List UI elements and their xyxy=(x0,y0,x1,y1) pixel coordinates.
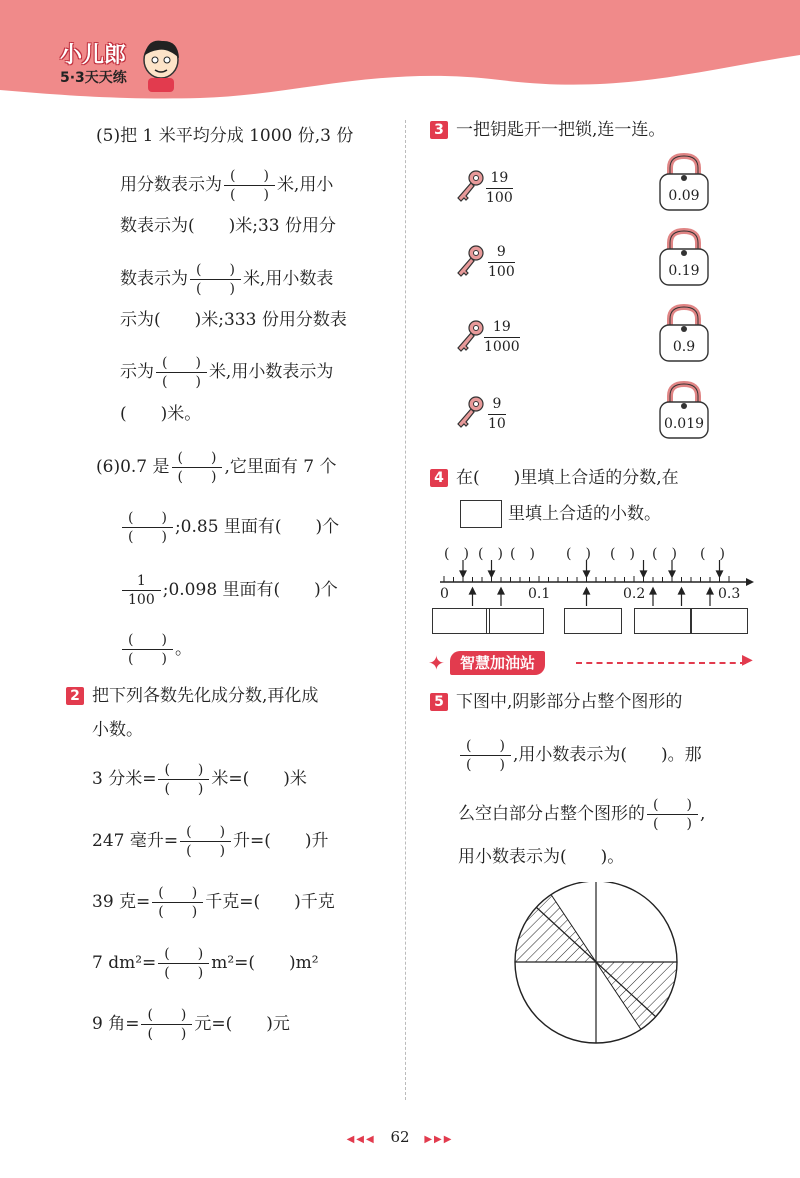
q2-row-1: 3 分米= $\frac{( )}{( )}$ 米=( )米 xyxy=(92,762,307,797)
lock-value-4: 0.019 xyxy=(663,416,705,432)
q4-badge: 4 xyxy=(430,469,448,487)
key-icon[interactable] xyxy=(452,318,486,354)
q5-line7: ( )米。 xyxy=(120,404,202,424)
key-fraction-4: 9 10 xyxy=(488,396,506,432)
answer-box[interactable] xyxy=(634,608,692,634)
column-divider xyxy=(405,120,406,1100)
q5r-line4: 用小数表示为( )。 xyxy=(458,847,625,867)
lock-value-1: 0.09 xyxy=(668,188,700,204)
blank-fraction[interactable]: $\frac{( )}{( )}$ xyxy=(224,168,275,203)
q6-line1: (6)0.7 是 $\frac{( )}{( )}$ ,它里面有 7 个 xyxy=(96,450,337,485)
blank-fraction[interactable]: $\frac{( )}{( )}$ xyxy=(158,946,209,981)
paren-blank[interactable]: ( ) xyxy=(444,546,469,562)
footer-left-arrows: ◀◀◀ xyxy=(346,1134,376,1145)
q2-badge: 2 xyxy=(66,687,84,705)
tick-label-3: 0.3 xyxy=(718,586,741,602)
blank-fraction[interactable]: $\frac{( )}{( )}$ xyxy=(460,738,511,773)
answer-box-sample xyxy=(460,500,502,528)
blank-fraction[interactable]: $\frac{( )}{( )}$ xyxy=(152,885,203,920)
banner-dashes xyxy=(576,662,746,664)
q2-row-2: 247 毫升= $\frac{( )}{( )}$ 升=( )升 xyxy=(92,824,329,859)
blank-fraction[interactable]: $\frac{( )}{( )}$ xyxy=(158,762,209,797)
q6-line4: $\frac{( )}{( )}$ 。 xyxy=(120,632,192,667)
blank-fraction[interactable]: $\frac{( )}{( )}$ xyxy=(141,1007,192,1042)
blank-fraction[interactable]: $\frac{( )}{( )}$ xyxy=(180,824,231,859)
q5r-line1: 5 下图中,阴影部分占整个图形的 xyxy=(430,690,682,714)
q2-row-3: 39 克= $\frac{( )}{( )}$ 千克=( )千克 xyxy=(92,885,335,920)
paren-blank[interactable]: ( ) xyxy=(652,546,677,562)
q5r-line2: $\frac{( )}{( )}$ ,用小数表示为( )。那 xyxy=(458,738,702,773)
q3-title: 3 一把钥匙开一把锁,连一连。 xyxy=(430,118,665,142)
q4-title2: 里填上合适的小数。 xyxy=(508,504,661,524)
q5-line2: 用分数表示为 $\frac{( )}{( )}$ 米,用小 xyxy=(120,168,334,203)
footer-right-arrows: ▶▶▶ xyxy=(424,1134,454,1145)
brand-logo xyxy=(60,38,127,87)
blank-fraction[interactable]: $\frac{( )}{( )}$ xyxy=(122,510,173,545)
answer-box[interactable] xyxy=(690,608,748,634)
tick-label-0: 0 xyxy=(440,586,449,602)
page-footer xyxy=(0,1128,800,1146)
lock-value-3: 0.9 xyxy=(672,339,696,355)
q5-line5: 示为( )米;333 份用分数表 xyxy=(120,310,347,330)
tick-label-1: 0.1 xyxy=(528,586,551,602)
page-number: 62 xyxy=(390,1128,410,1146)
paren-blank[interactable]: ( ) xyxy=(510,546,535,562)
blank-fraction[interactable]: $\frac{( )}{( )}$ xyxy=(647,797,698,832)
q2-row-5: 9 角= $\frac{( )}{( )}$ 元=( )元 xyxy=(92,1007,290,1042)
answer-box[interactable] xyxy=(486,608,544,634)
q5r-line3: 么空白部分占整个图形的 $\frac{( )}{( )}$ , xyxy=(458,797,706,832)
q2-title: 2 把下列各数先化成分数,再化成 xyxy=(66,684,318,708)
shaded-circle-figure xyxy=(506,882,686,1048)
blank-fraction[interactable]: $\frac{( )}{( )}$ xyxy=(190,262,241,297)
q6-line3: $\frac{1}{100}$ ;0.098 里面有( )个 xyxy=(120,573,338,608)
q5-line3: 数表示为( )米;33 份用分 xyxy=(120,216,337,236)
q5-line1: (5)把 1 米平均分成 1000 份,3 份 xyxy=(96,126,354,146)
blank-fraction[interactable]: $\frac{( )}{( )}$ xyxy=(156,355,207,390)
banner xyxy=(428,650,758,676)
key-fraction-1: 19 100 xyxy=(486,170,513,206)
tick-label-2: 0.2 xyxy=(623,586,646,602)
blank-fraction[interactable]: $\frac{( )}{( )}$ xyxy=(122,632,173,667)
blank-fraction[interactable]: $\frac{( )}{( )}$ xyxy=(172,450,223,485)
key-icon[interactable] xyxy=(452,394,486,430)
q6-line2: $\frac{( )}{( )}$ ;0.85 里面有( )个 xyxy=(120,510,339,545)
q5-line4: 数表示为 $\frac{( )}{( )}$ 米,用小数表 xyxy=(120,262,334,297)
paren-blank[interactable]: ( ) xyxy=(478,546,503,562)
q2-row-4: 7 dm²= $\frac{( )}{( )}$ m²=( )m² xyxy=(92,946,319,981)
banner-arrow-icon: ▶ xyxy=(742,652,753,668)
fraction-1-100: $\frac{1}{100}$ xyxy=(122,573,161,608)
lock-value-2: 0.19 xyxy=(668,263,700,279)
q3-badge: 3 xyxy=(430,121,448,139)
q4-title: 4 在( )里填上合适的分数,在 xyxy=(430,466,679,490)
mascot-icon xyxy=(138,38,184,94)
key-icon[interactable] xyxy=(452,243,486,279)
paren-blank[interactable]: ( ) xyxy=(610,546,635,562)
q5-line6: 示为 $\frac{( )}{( )}$ 米,用小数表示为 xyxy=(120,355,334,390)
brand-top: 小儿郎 xyxy=(60,43,127,68)
key-fraction-3: 19 1000 xyxy=(484,319,520,355)
key-fraction-2: 9 100 xyxy=(488,244,515,280)
answer-box[interactable] xyxy=(432,608,490,634)
banner-title: 智慧加油站 xyxy=(450,651,545,675)
number-line xyxy=(430,558,760,610)
q2-title2: 小数。 xyxy=(92,720,143,740)
paren-blank[interactable]: ( ) xyxy=(700,546,725,562)
key-icon[interactable] xyxy=(452,168,486,204)
q5r-badge: 5 xyxy=(430,693,448,711)
banner-star-icon: ✦ xyxy=(428,651,445,675)
answer-box[interactable] xyxy=(564,608,622,634)
paren-blank[interactable]: ( ) xyxy=(566,546,591,562)
brand-bottom: 5·3天天练 xyxy=(60,70,127,86)
